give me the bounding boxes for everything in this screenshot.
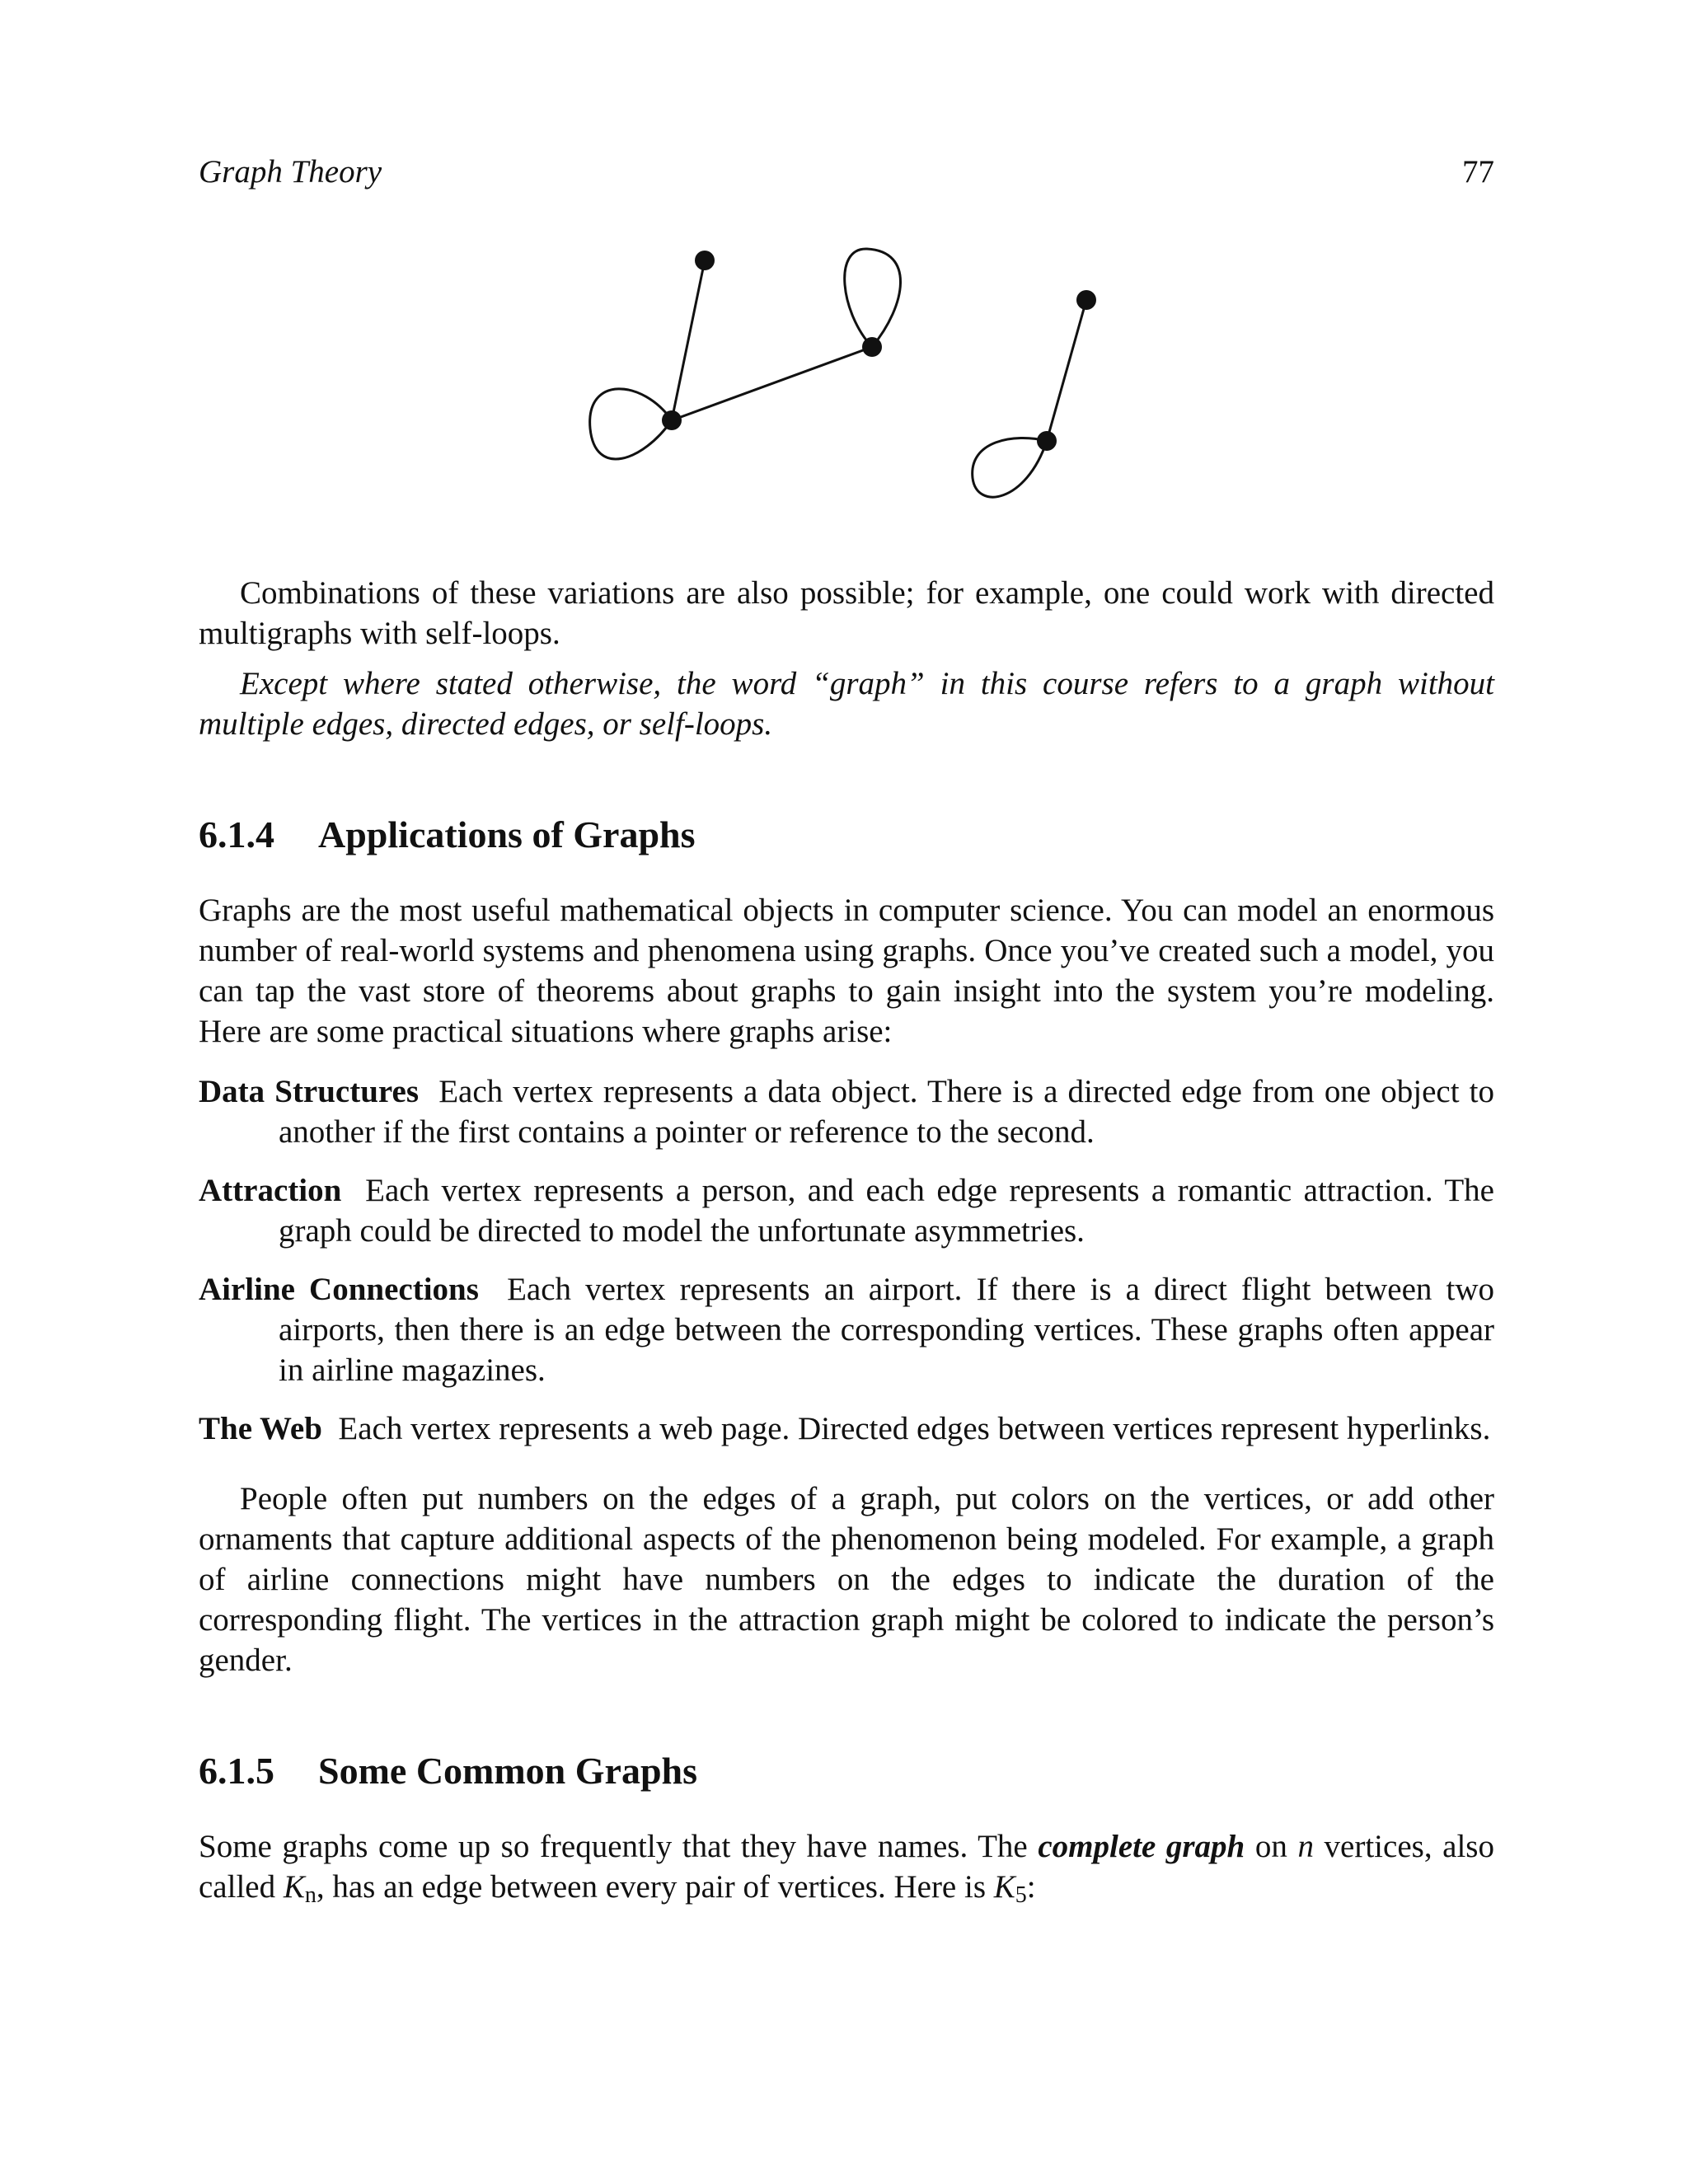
applications-paragraph: Graphs are the most useful mathematical objects in computer science. You can model an enormous number of real-world systems and phenomena using graphs. Once you’ve created such a model, you can tap the vast store of theorems about graphs to gain insight into the system you’re modeling. Here are some practical situations where graphs arise: [199, 893, 1494, 1049]
page-content [199, 573, 1494, 1907]
graph-figure [0, 0, 1688, 544]
self-loop-bottom [973, 438, 1047, 497]
section-heading-common-graphs [199, 1746, 1494, 1796]
list-item [199, 1071, 1494, 1152]
list-item-term: Airline Connections [199, 1272, 479, 1307]
vertex [695, 251, 715, 270]
complete-graph-paragraph: Some graphs come up so frequently that they have names. The complete graph on n vertices, also called $K_n$, has an edge between every pair of vertices. Here is $K_5$: [199, 1829, 1494, 1908]
list-item-term: Attraction [199, 1173, 342, 1208]
section-number: 6.1.4 [199, 813, 274, 855]
complete-graph-term: complete graph [1038, 1829, 1245, 1864]
list-item [199, 1408, 1494, 1449]
math-k5: $K_5$ [993, 1869, 1027, 1908]
math-n: n [1297, 1829, 1314, 1864]
self-loop-left [590, 389, 672, 459]
section-title: Some Common Graphs [318, 1750, 698, 1792]
list-item [199, 1269, 1494, 1390]
running-title: Graph Theory [199, 154, 382, 190]
vertex [1037, 431, 1057, 451]
list-item-text: Each vertex represents an airport. If there is a direct flight between two airports, then there is an edge between the corresponding vertices. These graphs often appear in airline magazines. [279, 1272, 1494, 1388]
vertex [1076, 290, 1096, 310]
combinations-paragraph: Combinations of these variations are also possible; for example, one could work with directed multigraphs with self-loops. [199, 575, 1494, 651]
edge-left-to-right [672, 347, 872, 420]
list-item-term: The Web [199, 1411, 322, 1446]
section-title: Applications of Graphs [318, 813, 696, 855]
edge-top2-to-bottom2 [1047, 300, 1086, 441]
ornaments-paragraph: People often put numbers on the edges of a graph, put colors on the vertices, or add other ornaments that capture additional aspects of the phenomenon being modeled. For example, a graph of airline connections might have numbers on the edges to indicate the duration of the corresponding flight. The vertices in the attraction graph might be colored to indicate the person’s gender. [199, 1481, 1494, 1678]
applications-list [199, 1071, 1494, 1449]
section-heading-applications [199, 810, 1494, 860]
list-item-text: Each vertex represents a web page. Directed edges between vertices represent hyperlinks. [338, 1411, 1491, 1446]
edge-top-to-left [672, 260, 705, 420]
list-item [199, 1170, 1494, 1251]
list-item-text: Each vertex represents a data object. There is a directed edge from one object to another if the first contains a pointer or reference to the second. [279, 1074, 1494, 1150]
vertex [662, 410, 682, 430]
vertex [862, 337, 882, 357]
section-number: 6.1.5 [199, 1750, 274, 1792]
graph-definition-note: Except where stated otherwise, the word “graph” in this course refers to a graph without multiple edges, directed edges, or self-loops. [199, 666, 1494, 742]
page-number: 77 [1462, 154, 1494, 190]
self-loop-right [845, 249, 901, 347]
list-item-text: Each vertex represents a person, and each edge represents a romantic attraction. The graph could be directed to model the unfortunate asymmetries. [279, 1173, 1494, 1249]
math-kn: $K_n$ [283, 1869, 316, 1908]
list-item-term: Data Structures [199, 1074, 420, 1109]
